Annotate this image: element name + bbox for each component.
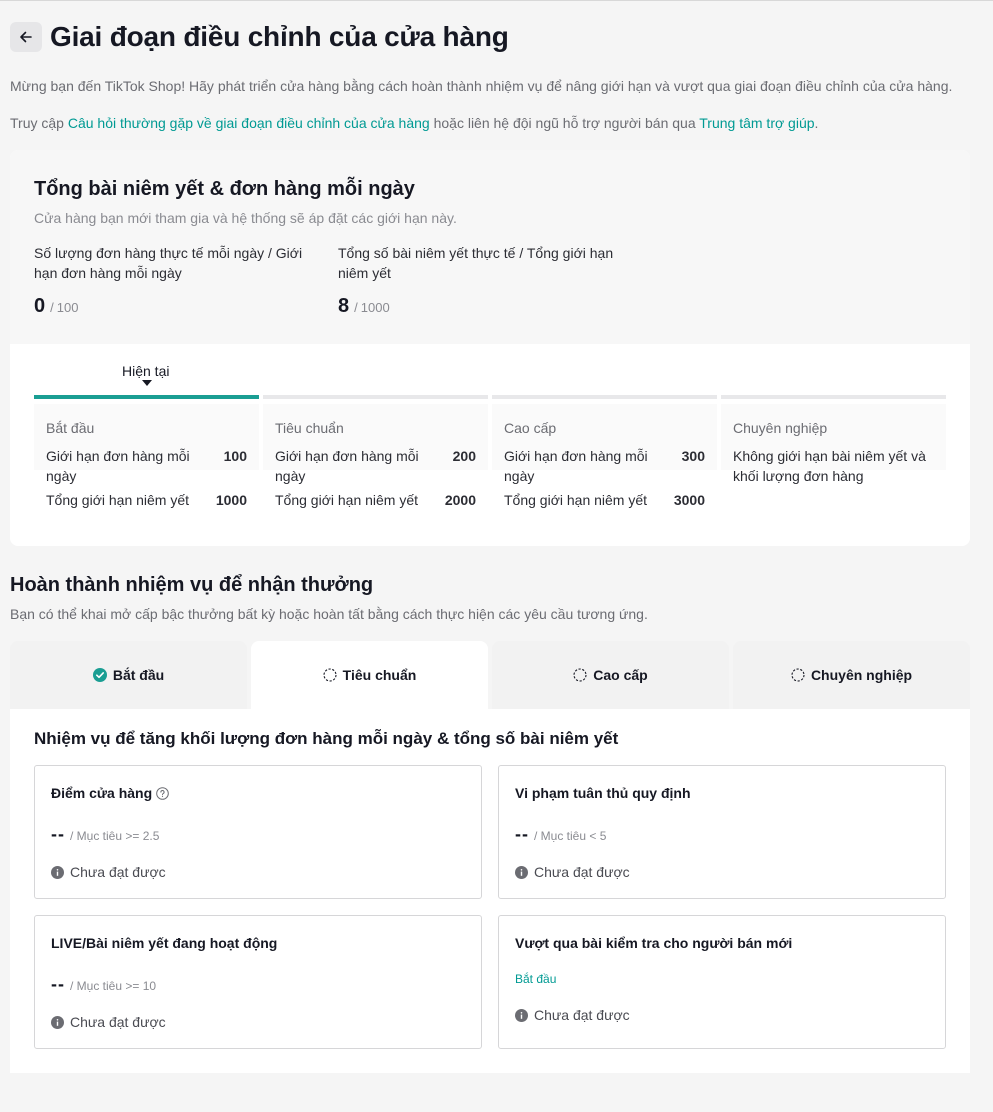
tier-start xyxy=(34,395,259,546)
tier-advanced xyxy=(492,395,717,546)
tier-name: Bắt đầu xyxy=(46,420,95,436)
task-target: / Mục tiêu >= 10 xyxy=(70,979,157,993)
dashed-circle-icon xyxy=(323,668,337,682)
tasks-panel-title: Nhiệm vụ để tăng khối lượng đơn hàng mỗi ngày & tổng số bài niêm yết xyxy=(34,729,619,748)
tier-listing-value: 1000 xyxy=(215,492,247,508)
listings-actual: 8 xyxy=(338,295,350,317)
orders-metric-value xyxy=(34,295,314,318)
info-icon xyxy=(51,866,64,879)
task-title-text: Vi phạm tuân thủ quy định xyxy=(515,785,691,801)
listings-metric-value xyxy=(338,295,618,318)
tier-professional xyxy=(721,395,946,546)
intro-access-text xyxy=(10,114,818,132)
info-icon xyxy=(515,1009,528,1022)
access-prefix: Truy cập xyxy=(10,115,68,131)
task-status xyxy=(51,864,166,880)
help-circle-icon[interactable] xyxy=(156,787,169,800)
tier-listing-limit xyxy=(46,490,247,510)
task-status-text: Chưa đạt được xyxy=(534,864,630,880)
task-title-text: Vượt qua bài kiểm tra cho người bán mới xyxy=(515,935,793,951)
tab-label: Tiêu chuẩn xyxy=(342,667,417,683)
tier-name: Chuyên nghiệp xyxy=(733,420,828,436)
tier-listing-limit xyxy=(504,490,705,510)
orders-metric xyxy=(34,243,314,318)
tier-standard xyxy=(263,395,488,546)
tier-unlimited-text: Không giới hạn bài niêm yết và khối lượng đơn hàng xyxy=(733,448,926,484)
tab-advanced[interactable] xyxy=(492,641,729,709)
page-header xyxy=(10,18,509,56)
task-card-compliance xyxy=(498,765,946,899)
task-value xyxy=(51,824,159,845)
page-title: Giai đoạn điều chỉnh của cửa hàng xyxy=(50,21,509,52)
limits-card xyxy=(10,150,970,546)
start-test-link[interactable]: Bắt đầu xyxy=(515,972,557,986)
listings-limit: 1000 xyxy=(360,300,390,315)
task-status-text: Chưa đạt được xyxy=(70,864,166,880)
tab-label: Cao cấp xyxy=(593,667,648,683)
tier-progress-bar xyxy=(721,395,946,399)
check-circle-icon xyxy=(93,668,107,682)
tier-progress-bar xyxy=(263,395,488,399)
tab-label: Chuyên nghiệp xyxy=(810,667,913,683)
task-target: / Mục tiêu < 5 xyxy=(534,829,607,843)
tier-name: Cao cấp xyxy=(504,420,557,436)
help-center-link[interactable]: Trung tâm trợ giúp xyxy=(699,115,815,131)
info-icon xyxy=(515,866,528,879)
tier-order-limit xyxy=(275,446,476,486)
tier-listing-value: 3000 xyxy=(673,492,705,508)
tier-listing-label: Tổng giới hạn niêm yết xyxy=(46,492,190,508)
orders-limit: 100 xyxy=(56,300,79,315)
task-status-text: Chưa đạt được xyxy=(70,1014,166,1030)
task-card-shop-score xyxy=(34,765,482,899)
task-title xyxy=(51,934,277,952)
intro-text: Mừng bạn đến TikTok Shop! Hãy phát triển cửa hàng bằng cách hoàn thành nhiệm vụ để nâng giới hạn và vượt qua giai đoạn điều chỉnh của cửa hàng. xyxy=(10,78,953,94)
limits-summary xyxy=(10,150,970,344)
tier-listing-value: 2000 xyxy=(444,492,476,508)
listings-metric-label: Tổng số bài niêm yết thực tế / Tổng giới hạn niêm yết xyxy=(338,245,614,281)
tasks-panel xyxy=(10,709,970,1073)
tier-listing-label: Tổng giới hạn niêm yết xyxy=(504,492,648,508)
tasks-section-title: Hoàn thành nhiệm vụ để nhận thưởng xyxy=(10,574,374,596)
task-card-seller-test xyxy=(498,915,946,1049)
task-current-value: -- xyxy=(51,824,65,844)
orders-actual: 0 xyxy=(34,295,46,317)
task-value xyxy=(51,974,156,995)
tab-standard[interactable] xyxy=(251,641,488,709)
task-status xyxy=(515,864,630,880)
task-title-text: Điểm cửa hàng xyxy=(51,785,153,801)
tier-order-label: Giới hạn đơn hàng mỗi ngày xyxy=(275,448,419,484)
tier-progress-bar xyxy=(34,395,259,399)
task-card-live-listings xyxy=(34,915,482,1049)
task-title xyxy=(51,784,169,802)
task-value xyxy=(515,824,606,845)
tier-order-limit xyxy=(504,446,705,486)
listings-metric xyxy=(338,243,618,318)
task-title-text: LIVE/Bài niêm yết đang hoạt động xyxy=(51,935,278,951)
listings-separator: / xyxy=(354,300,358,315)
tier-order-value: 300 xyxy=(681,448,705,464)
orders-metric-label: Số lượng đơn hàng thực tế mỗi ngày / Giới hạn đơn hàng mỗi ngày xyxy=(34,245,303,281)
tier-name: Tiêu chuẩn xyxy=(275,420,344,436)
tier-order-limit xyxy=(46,446,247,486)
task-target: / Mục tiêu >= 2.5 xyxy=(70,829,160,843)
tier-listing-limit xyxy=(275,490,476,510)
tier-order-value: 100 xyxy=(223,448,247,464)
tier-progress-bar xyxy=(492,395,717,399)
tab-start[interactable] xyxy=(10,641,247,709)
current-tier-label: Hiện tại xyxy=(122,363,170,379)
limits-subtitle: Cửa hàng bạn mới tham gia và hệ thống sẽ áp đặt các giới hạn này. xyxy=(34,210,457,226)
access-suffix: . xyxy=(814,115,819,131)
dashed-circle-icon xyxy=(573,668,587,682)
access-middle: hoặc liên hệ đội ngũ hỗ trợ người bán qua xyxy=(429,115,700,131)
tier-order-value: 200 xyxy=(452,448,476,464)
orders-separator: / xyxy=(50,300,54,315)
task-title xyxy=(515,784,691,802)
info-icon xyxy=(51,1016,64,1029)
tasks-section-subtitle: Bạn có thể khai mở cấp bậc thưởng bất kỳ hoặc hoàn tất bằng cách thực hiện các yêu cầu tương ứng. xyxy=(10,606,648,622)
tier-tabs xyxy=(10,641,970,709)
tab-professional[interactable] xyxy=(733,641,970,709)
tab-label: Bắt đầu xyxy=(112,667,165,683)
task-current-value: -- xyxy=(51,974,65,994)
back-button[interactable] xyxy=(10,22,42,52)
tier-order-label: Giới hạn đơn hàng mỗi ngày xyxy=(504,448,648,484)
task-title xyxy=(515,934,792,952)
limits-title: Tổng bài niêm yết & đơn hàng mỗi ngày xyxy=(34,178,415,200)
task-status xyxy=(515,1007,630,1023)
dashed-circle-icon xyxy=(791,668,805,682)
current-tier-arrow-icon xyxy=(142,380,152,386)
arrow-left-icon xyxy=(19,30,33,44)
task-status-text: Chưa đạt được xyxy=(534,1007,630,1023)
faq-link[interactable]: Câu hỏi thường gặp về giai đoạn điều chỉnh của cửa hàng xyxy=(67,115,430,131)
task-status xyxy=(51,1014,166,1030)
tier-order-label: Giới hạn đơn hàng mỗi ngày xyxy=(46,448,190,484)
tier-listing-label: Tổng giới hạn niêm yết xyxy=(275,492,419,508)
task-current-value: -- xyxy=(515,824,529,844)
